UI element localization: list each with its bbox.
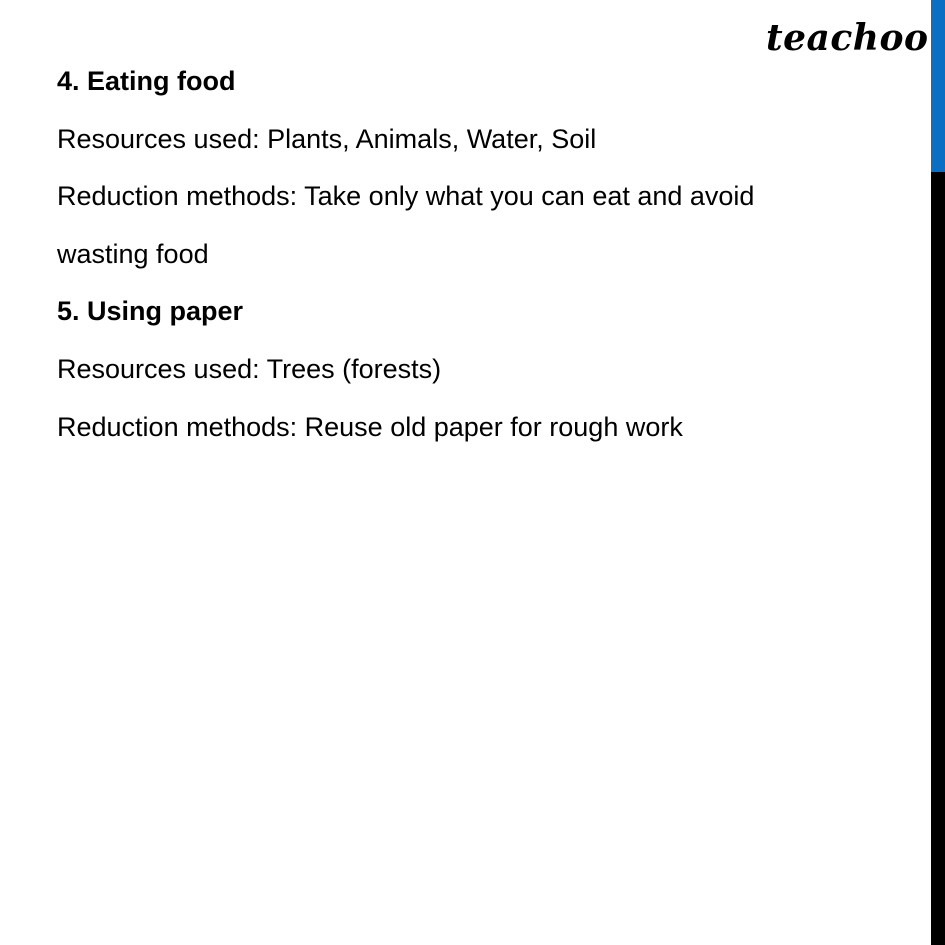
section-heading-eating-food: 4. Eating food <box>57 66 236 96</box>
resources-used-line: Resources used: Plants, Animals, Water, Soil <box>57 123 597 154</box>
resources-used-line: Resources used: Trees (forests) <box>57 353 442 384</box>
document-content <box>57 53 887 456</box>
teachoo-logo: teachoo <box>766 17 929 59</box>
reduction-methods-continuation: wasting food <box>57 238 209 269</box>
section-heading-using-paper: 5. Using paper <box>57 296 244 327</box>
right-edge-accent <box>931 0 945 172</box>
reduction-methods-line: Reduction methods: Take only what you can eat and avoid <box>57 181 755 212</box>
reduction-methods-line: Reduction methods: Reuse old paper for rough work <box>57 411 683 442</box>
